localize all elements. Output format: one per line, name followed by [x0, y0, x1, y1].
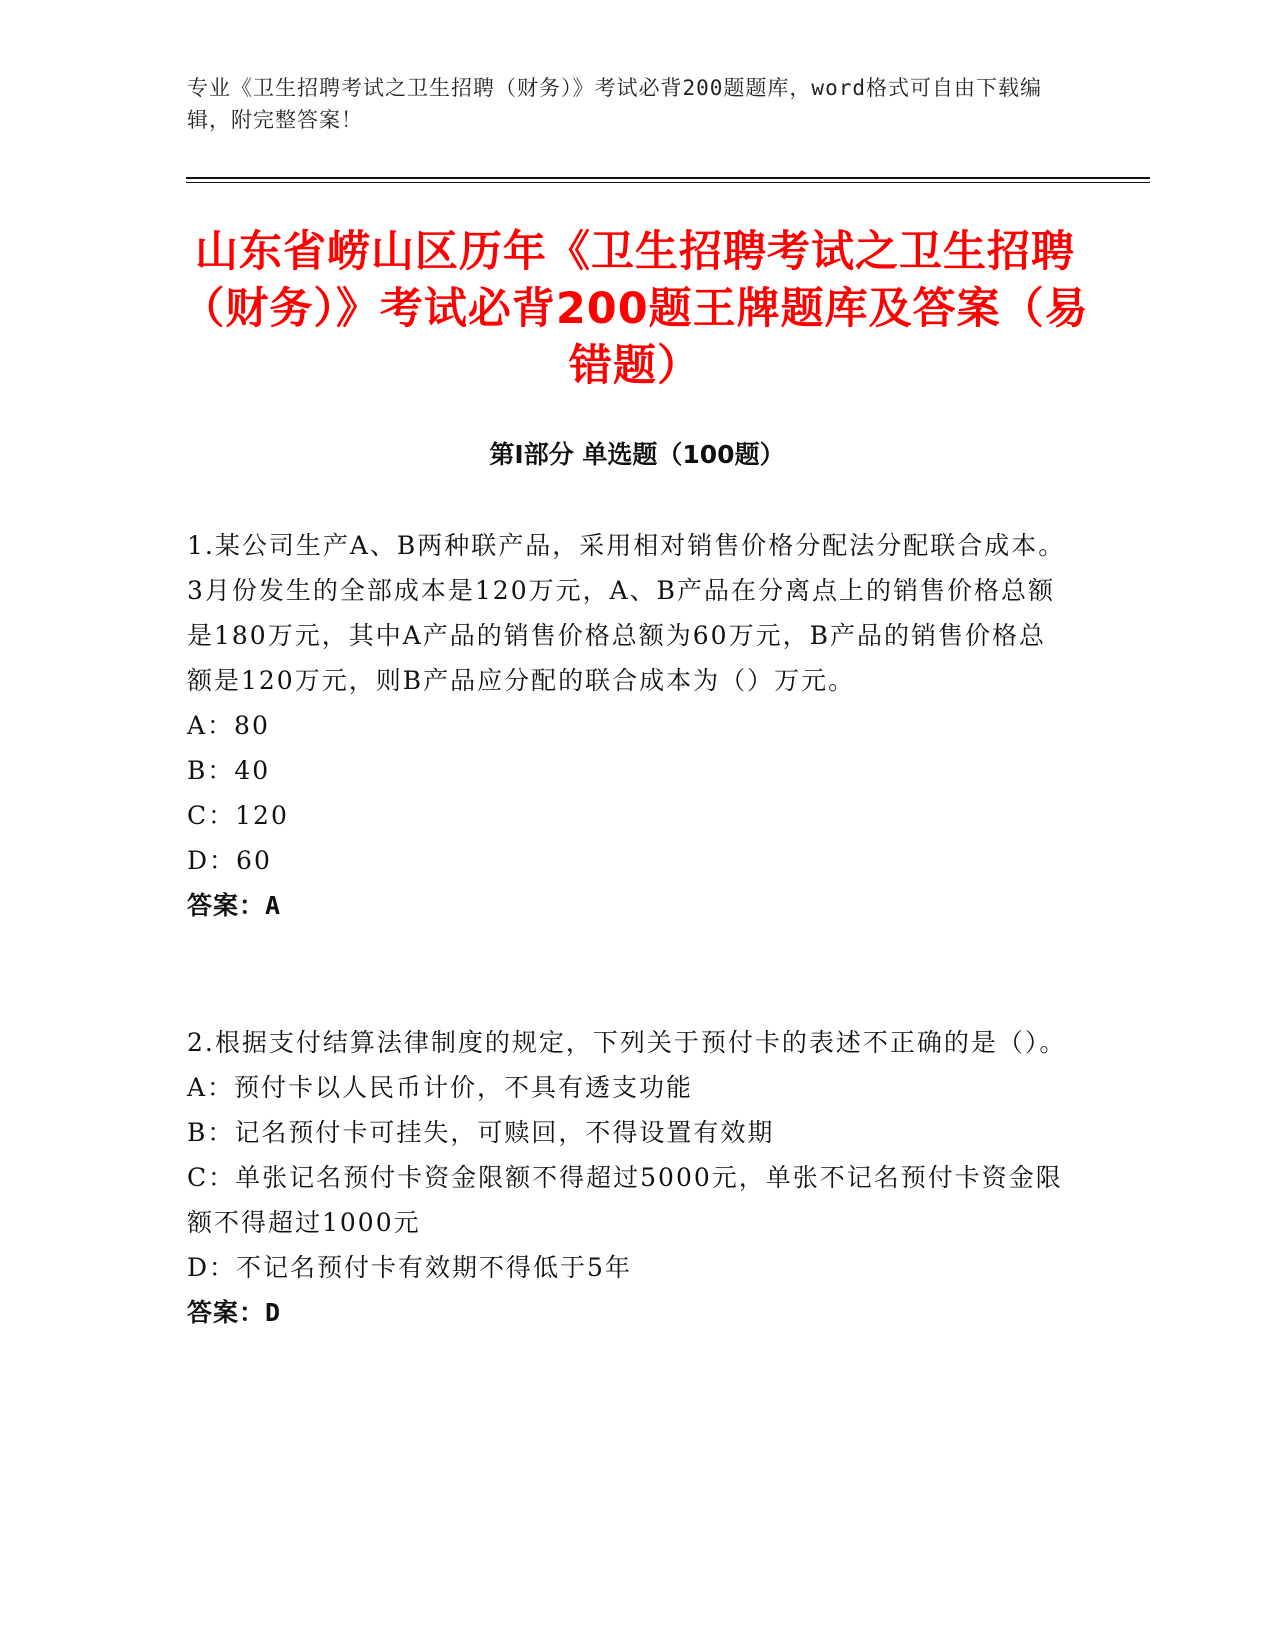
option-d: D：不记名预付卡有效期不得低于5年: [187, 1253, 632, 1282]
option-d: D：60: [187, 846, 272, 875]
header-divider-thin: [186, 182, 1150, 183]
section-title: 第I部分 单选题（100题）: [489, 440, 785, 469]
option-b: B：40: [187, 756, 271, 785]
option-c: C：单张记名预付卡资金限额不得超过5000元，单张不记名预付卡资金限额不得超过1000元: [187, 1163, 1063, 1237]
question-stem: 1.某公司生产A、B两种联产品，采用相对销售价格分配法分配联合成本。3月份发生的全部成本是120万元，A、B产品在分离点上的销售价格总额是180万元，其中A产品的销售价格总额为60万元，B产品的销售价格总额是120万元，则B产品应分配的联合成本为（）万元。: [187, 531, 1066, 695]
option-b: B：记名预付卡可挂失，可赎回，不得设置有效期: [187, 1118, 775, 1147]
header-note: 专业《卫生招聘考试之卫生招聘（财务）》考试必背200题题库，word格式可自由下载编辑，附完整答案！: [187, 76, 1042, 132]
option-c: C：120: [187, 801, 289, 830]
question-2: [187, 1020, 1067, 1335]
option-a: A：预付卡以人民币计价，不具有透支功能: [187, 1073, 694, 1102]
document-title: 山东省崂山区历年《卫生招聘考试之卫生招聘（财务）》考试必背200题王牌题库及答案（易错题）: [181, 227, 1089, 391]
question-stem: 2.根据支付结算法律制度的规定，下列关于预付卡的表述不正确的是（）。: [187, 1028, 1067, 1057]
option-a: A：80: [187, 711, 270, 740]
header-divider-thick: [186, 177, 1150, 179]
answer-label: 答案：D: [187, 1298, 282, 1327]
answer-label: 答案：A: [187, 891, 282, 920]
question-1: [187, 523, 1067, 928]
